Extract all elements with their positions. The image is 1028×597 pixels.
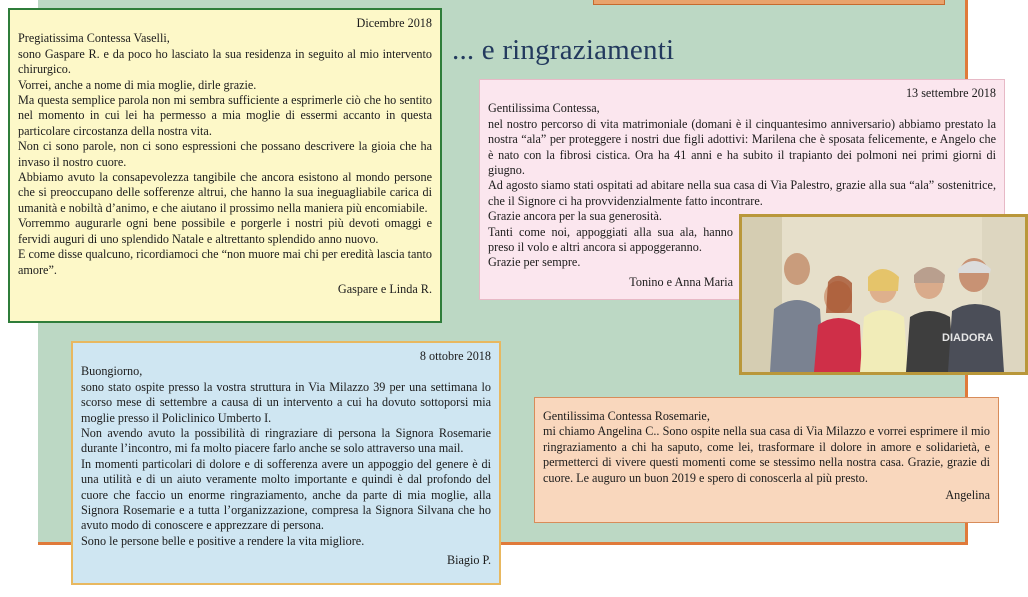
letter-angelina — [534, 397, 999, 523]
family-photo-illustration — [742, 217, 1025, 372]
paragraph: nel nostro percorso di vita matrimoniale (domani è il cinquantesimo anniversario) abbiamo prestato la nostra “ala” per proteggere i nostri due figli adottivi: Marilena che è sposata felicemente, e Angelo che è nato con la fibrosi cistica. Ora ha 41 anni e ha subito il trapianto dei polmoni nei primi giorni di giugno. — [488, 116, 996, 178]
paragraph: Vorrei, anche a nome di mia moglie, dirle grazie. — [18, 77, 257, 92]
group-photo — [739, 214, 1028, 375]
paragraph: mi chiamo Angelina C.. Sono ospite nella sua casa di Via Milazzo e vorrei esprimere il mio ringraziamento a chi ha saputo, come lei, trasformare il dolore in amore e solidarietà, e permetterci di vivere questi momenti come se stessimo nella nostra casa. Grazie, grazie di cuore. Le auguro un buon 2019 e spero di conoscerla al più presto. — [543, 424, 990, 485]
paragraph: sono stato ospite presso la vostra struttura in Via Milazzo 39 per una settimana lo scorso mese di settembre a causa di un intervento a cui ha dovuto sottoporsi mia moglie presso il Policlinico Umberto I. — [81, 379, 491, 425]
signature: Angelina — [945, 488, 990, 503]
signature: Gaspare e Linda R. — [337, 281, 432, 296]
letter-gaspare — [8, 8, 442, 323]
paragraph: Vorremmo augurarle ogni bene possibile e porgerle i nostri più devoti omaggi e fervidi auguri di uno splendido Natale e altrettanto splendido anno nuovo. — [18, 216, 432, 246]
letter-date: 8 ottobre 2018 — [419, 349, 491, 363]
letter-date: Dicembre 2018 — [356, 16, 432, 30]
salutation: Gentilissima Contessa Rosemarie, — [543, 409, 710, 423]
paragraph: Non ci sono parole, non ci sono espressioni che possano descrivere la gioia che ha invaso il nostro cuore. — [18, 139, 432, 169]
paragraph: E come disse qualcuno, ricordiamoci che “non muore mai chi per eredità lascia tanto amore”. — [18, 247, 432, 277]
paragraph: Grazie ancora per la sua generosità. — [488, 209, 662, 224]
paragraph: Ad agosto siamo stati ospitati ad abitare nella sua casa di Via Palestro, grazie alla sua “ala” sostenitrice, che il Signore ci ha provvidenzialmente fatto incontrare. — [488, 178, 996, 208]
paragraph: Grazie per sempre. — [488, 255, 581, 270]
shirt-text: DIADORA — [942, 332, 994, 344]
letter-date: 13 settembre 2018 — [905, 86, 996, 100]
paragraph: Sono le persone belle e positive a rendere la vita migliore. — [81, 533, 365, 548]
page-heading: ... e ringraziamenti — [452, 34, 675, 66]
letter-biagio — [71, 341, 501, 585]
paragraph: Tanti come noi, appoggiati alla sua ala, hanno preso il volo e altri ancora si appoggeranno. — [488, 224, 733, 255]
salutation: Pregiatissima Contessa Vaselli, — [18, 31, 170, 46]
paragraph: sono Gaspare R. e da poco ho lasciato la sua residenza in seguito al mio intervento chirurgico. — [18, 46, 432, 77]
paragraph: In momenti particolari di dolore e di sofferenza avere un appoggio del genere è di una utilità e di un aiuto veramente molto importante e quindi è dal profondo del cuore che faccio un enorme ringraziamento, anche da parte di mia moglie, alla Signora Rosemarie e a tutta l’organizzazione, compresa la Signora Silvana che ho avuto modo di conoscere e apprezzare di persona. — [81, 456, 491, 533]
signature: Biagio P. — [446, 553, 491, 568]
salutation: Buongiorno, — [81, 364, 143, 379]
signature: Tonino e Anna Maria — [629, 274, 733, 289]
paragraph: Non avendo avuto la possibilità di ringraziare di persona la Signora Rosemarie durante l’incontro, mi fa molto piacere farlo anche se solo attraverso una mail. — [81, 426, 491, 456]
paragraph: Ma questa semplice parola non mi sembra sufficiente a esprimerle ciò che ho sentito nel momento in cui lei ha permesso a mia moglie di essermi accanto in questa particolare circostanza della nostra vita. — [18, 93, 432, 138]
top-image-edge — [593, 0, 945, 5]
paragraph: Abbiamo avuto la consapevolezza tangibile che ancora esistono al mondo persone che si preoccupano delle sofferenze altrui, che hanno la sua ineguagliabile carica di umanità e nobiltà d’animo, e che aiutano il prossimo nella maniera più encomiabile. — [18, 170, 432, 215]
salutation: Gentilissima Contessa, — [488, 101, 600, 116]
